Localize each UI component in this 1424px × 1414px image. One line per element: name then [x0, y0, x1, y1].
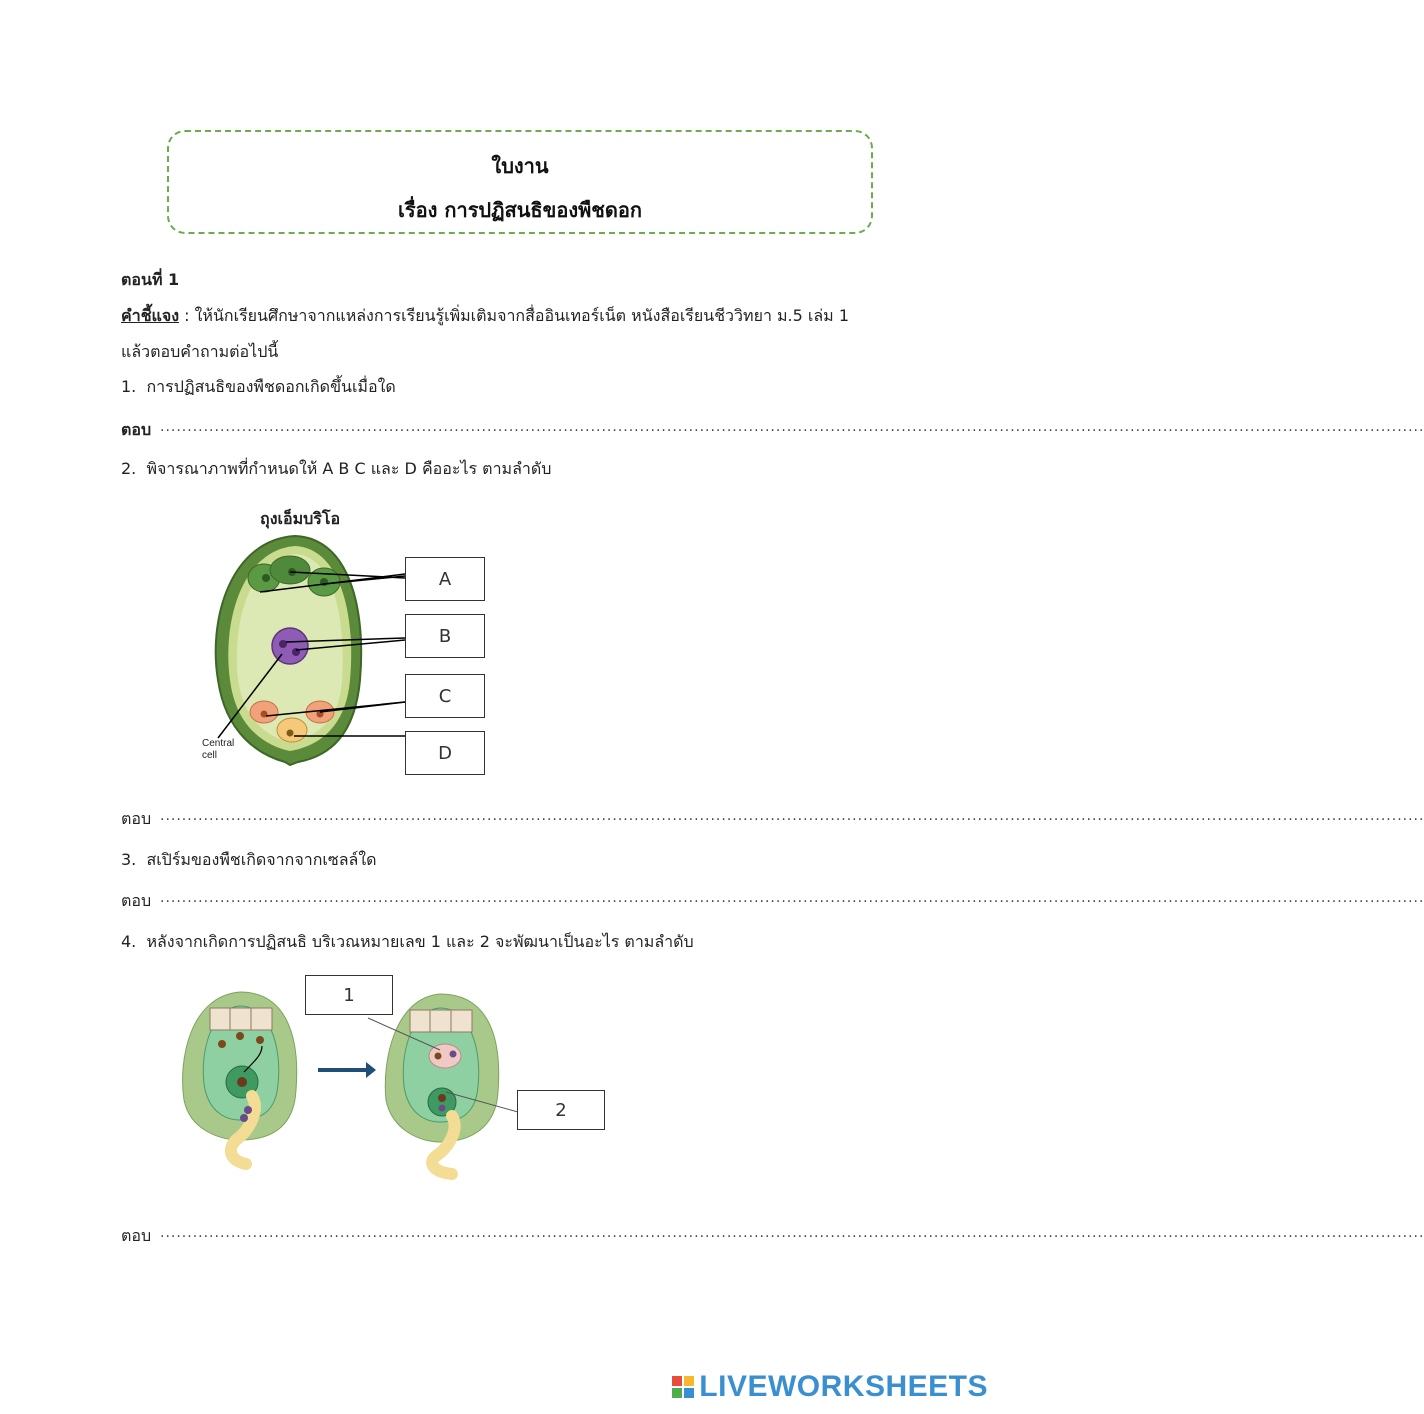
- nucleus: [450, 1051, 457, 1058]
- instruction-text: : ให้นักเรียนศึกษาจากแหล่งการเรียนรู้เพิ่มเติมจากสื่ออินเทอร์เน็ต หนังสือเรียนชีววิทยา ม.5 เล่ม 1: [179, 306, 849, 325]
- answer-label: ตอบ: [121, 809, 152, 828]
- answer-field-4[interactable]: ........................................................................................................................................................................................................................................: [160, 1225, 1424, 1241]
- question-number: 1.: [121, 377, 137, 396]
- title-box: [167, 130, 873, 234]
- answer-field-2[interactable]: ........................................................................................................................................................................................................................................: [160, 808, 1424, 824]
- question-number: 3.: [121, 850, 137, 869]
- nucleus: [262, 574, 270, 582]
- central-cell-label-line1: Central: [202, 738, 235, 749]
- question-text: สเปิร์มของพืชเกิดจากจากเซลล์ใด: [146, 850, 377, 869]
- sperm: [240, 1114, 248, 1122]
- liveworksheets-brand: [671, 1370, 988, 1404]
- liveworksheets-logo-icon: [671, 1375, 695, 1399]
- nucleus: [435, 1053, 442, 1060]
- section-heading: ตอนที่ 1: [121, 270, 180, 289]
- nucleus: [237, 1077, 247, 1087]
- instruction-line2: แล้วตอบคำถามต่อไปนี้: [121, 342, 279, 361]
- answer-field-1[interactable]: ........................................................................................................................................................................................................................................: [160, 419, 1424, 435]
- question-3: [121, 848, 377, 873]
- question-text: หลังจากเกิดการปฏิสนธิ บริเวณหมายเลข 1 และ 2 จะพัฒนาเป็นอะไร ตามลำดับ: [146, 932, 694, 951]
- question-text: การปฏิสนธิของพืชดอกเกิดขึ้นเมื่อใด: [146, 377, 396, 396]
- question-number: 4.: [121, 932, 137, 951]
- transition-arrow: [318, 1062, 376, 1078]
- label-box-b[interactable]: B: [405, 614, 485, 658]
- label-box-c[interactable]: C: [405, 674, 485, 718]
- question-4: [121, 930, 694, 955]
- nucleus: [218, 1040, 226, 1048]
- central-cell: [272, 628, 308, 664]
- label-box-a[interactable]: A: [405, 557, 485, 601]
- question-2: [121, 457, 551, 482]
- worksheet-subtitle: เรื่อง การปฏิสนธิของพืชดอก: [398, 198, 642, 222]
- instruction-label: คำชี้แจง: [121, 306, 180, 325]
- label-box-d[interactable]: D: [405, 731, 485, 775]
- figure1-title: ถุงเอ็มบริโอ: [260, 509, 341, 528]
- egg-cell: [277, 718, 307, 742]
- question-number: 2.: [121, 459, 137, 478]
- brand-text: LIVEWORKSHEETS: [699, 1370, 988, 1403]
- nucleus: [256, 1036, 264, 1044]
- antipodal-row: [210, 1008, 272, 1030]
- answer-field-3[interactable]: ........................................................................................................................................................................................................................................: [160, 890, 1424, 906]
- answer-label: ตอบ: [121, 1226, 152, 1245]
- instruction-line1: [121, 304, 849, 329]
- worksheet-title: ใบงาน: [491, 154, 549, 178]
- answer-label: ตอบ: [121, 891, 152, 910]
- sperm: [244, 1106, 252, 1114]
- answer-label: ตอบ: [121, 420, 152, 439]
- nucleus: [438, 1094, 446, 1102]
- polar-nucleus: [279, 640, 287, 648]
- label-box-1[interactable]: 1: [305, 975, 393, 1015]
- fertilization-diagram: [170, 980, 630, 1180]
- nucleus: [236, 1032, 244, 1040]
- question-1: [121, 375, 396, 400]
- nucleus: [287, 730, 294, 737]
- label-box-2[interactable]: 2: [517, 1090, 605, 1130]
- question-text: พิจารณาภาพที่กำหนดให้ A B C และ D คืออะไร ตามลำดับ: [146, 459, 552, 478]
- central-cell-label-line2: cell: [202, 750, 218, 761]
- antipodal-row: [410, 1010, 472, 1032]
- nucleus: [439, 1105, 446, 1112]
